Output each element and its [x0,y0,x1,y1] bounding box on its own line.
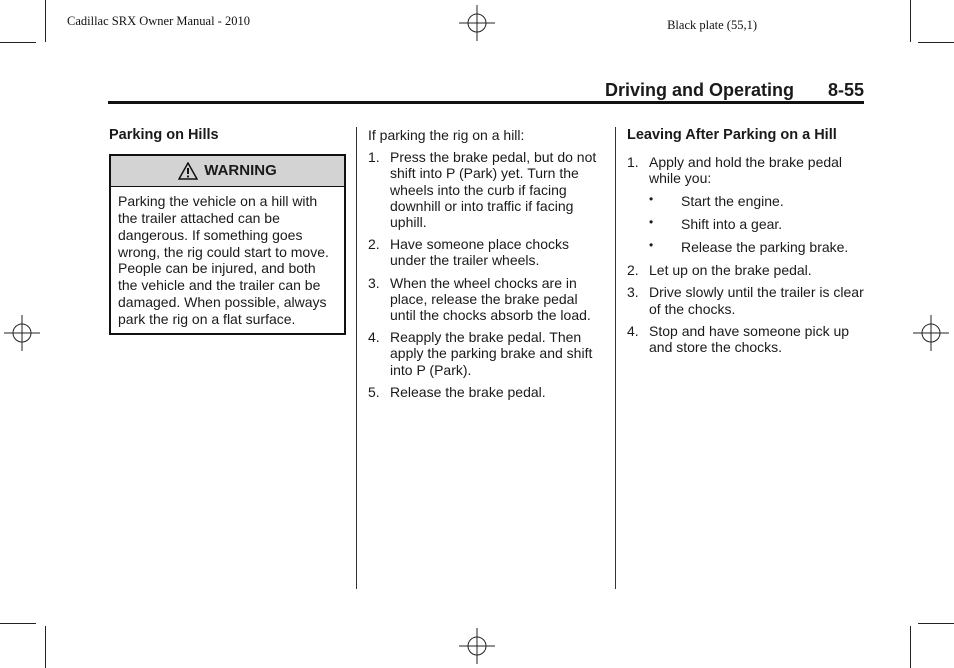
warning-header [111,156,344,187]
registration-mark-icon [4,315,40,351]
crop-mark [0,42,36,43]
warning-box [109,154,346,334]
list-item: 1. Apply and hold the brake pedal while you: • Start the engine. • Shift into a gear. • Release the parking brake. [627,154,867,255]
header-rule [108,101,864,104]
crop-mark [0,623,36,624]
crop-mark [918,623,954,624]
registration-mark-icon [913,315,949,351]
registration-mark-icon [459,628,495,664]
list-item: 2. Let up on the brake pedal. [627,262,812,279]
bullet-icon: • [649,191,654,206]
bullet-icon: • [649,238,654,253]
section-title: Driving and Operating [604,80,794,100]
bullet-list [649,193,867,256]
list-item: 2. Have someone place chocks under the trailer wheels. [368,236,569,269]
list-item: 4. Reapply the brake pedal. Then apply the parking brake and shift into P (Park). [368,329,593,378]
list-item: 3. When the wheel chocks are in place, release the brake pedal until the chocks absorb the load. [368,274,591,324]
crop-mark [910,0,911,42]
warning-triangle-icon [178,162,198,180]
crop-mark [45,626,46,668]
column-3 [627,127,867,361]
list-item: 1. Press the brake pedal, but do not shift into P (Park) yet. Turn the wheels into the curb if facing downhill or into traffic if facing uphill. [368,149,597,231]
heading-parking-on-hills: Parking on Hills [109,127,219,143]
crop-mark [910,626,911,668]
column-1 [109,127,349,335]
crop-mark [45,0,46,42]
warning-text: Parking the vehicle on a hill with the trailer attached can be dangerous. If something goes wrong, the rig could start to move. People can be injured, and both the vehicle and the trailer can be damaged. When possible, always park the rig on a flat surface. [118,193,329,327]
print-meta-left: Cadillac SRX Owner Manual - 2010 [67,14,250,28]
column-separator [615,127,616,589]
warning-label: WARNING [204,162,277,180]
list-item: 5. Release the brake pedal. [368,383,546,400]
steps-list [627,154,867,355]
bullet-item: • Release the parking brake. [649,238,849,256]
crop-mark [918,42,954,43]
steps-list [368,149,606,400]
column-separator [356,127,357,589]
column-2 [368,127,606,406]
intro-text: If parking the rig on a hill: [368,127,525,143]
registration-mark-icon [459,5,495,41]
list-item: 4. Stop and have someone pick up and store the chocks. [627,322,850,356]
bullet-item: • Start the engine. [649,191,784,209]
print-meta-right: Black plate (55,1) [667,18,757,32]
bullet-item: • Shift into a gear. [649,214,783,232]
bullet-icon: • [649,214,654,229]
page-number: 8-55 [827,80,864,100]
heading-leaving-after-parking: Leaving After Parking on a Hill [627,127,837,143]
list-item: 3. Drive slowly until the trailer is clear of the chocks. [627,284,864,317]
